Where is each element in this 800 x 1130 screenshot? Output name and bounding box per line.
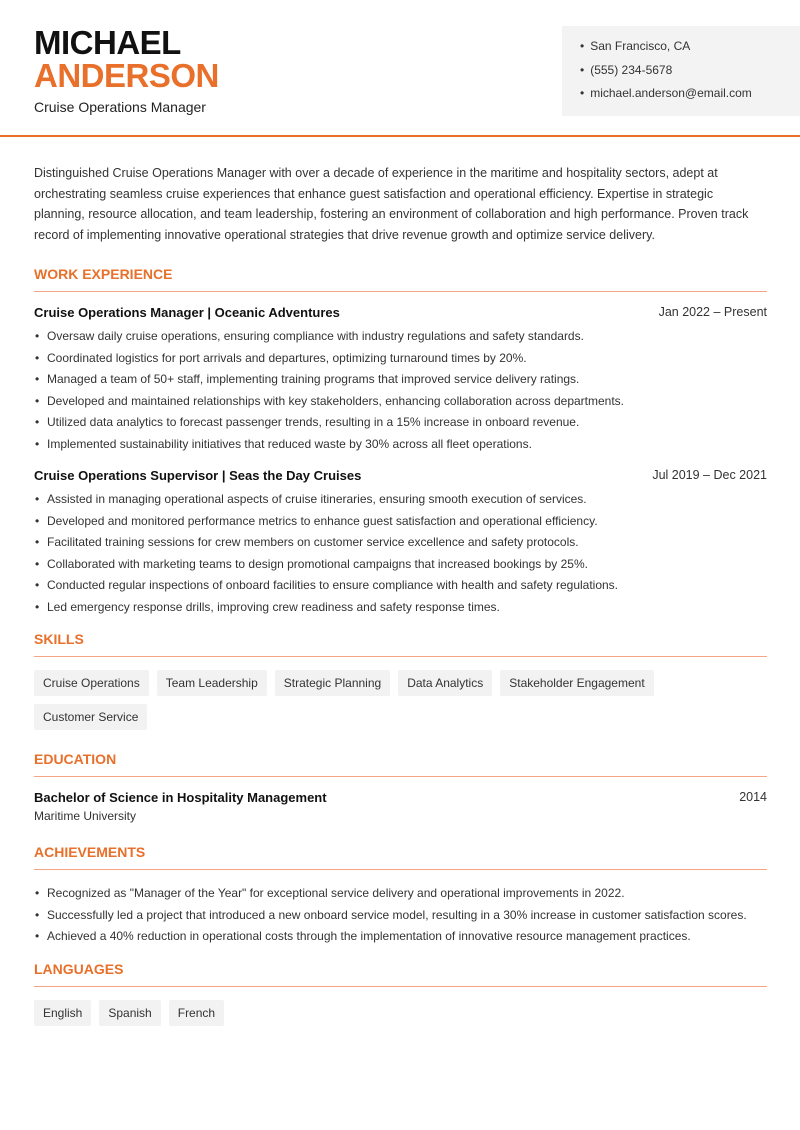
bullet-item: • Conducted regular inspections of onboard facilities to ensure compliance with health and safety regulations. xyxy=(34,575,767,597)
section-heading: EDUCATION xyxy=(34,751,767,777)
bullet-item: • Managed a team of 50+ staff, implementing training programs that improved service delivery ratings. xyxy=(34,369,767,391)
language-tag: French xyxy=(169,1000,224,1026)
summary: Distinguished Cruise Operations Manager with over a decade of experience in the maritime and hospitality sectors, adept at orchestrating seamless cruise experiences that enhance guest satisfaction and operational efficiency. Expertise in strategic planning, resource allocation, and team leadership, fostering an environment of collaboration and high performance. Proven track record of implementing innovative operational strategies that drive revenue growth and optimize service delivery. xyxy=(34,166,749,242)
job-role: Cruise Operations Supervisor | Seas the Day Cruises xyxy=(34,468,362,483)
skill-tag: Customer Service xyxy=(34,704,147,730)
language-tag: Spanish xyxy=(99,1000,160,1026)
contact-location: • San Francisco, CA xyxy=(580,39,800,63)
achievement-item: • Recognized as "Manager of the Year" for exceptional service delivery and operational improvements in 2022. xyxy=(34,883,767,905)
achievements-section xyxy=(34,844,767,948)
bullet-item: • Implemented sustainability initiatives that reduced waste by 30% across all fleet operations. xyxy=(34,434,767,456)
first-name: MICHAEL xyxy=(34,24,181,61)
section-heading: SKILLS xyxy=(34,631,767,657)
job-dates: Jul 2019 – Dec 2021 xyxy=(652,468,767,482)
skill-tag: Data Analytics xyxy=(398,670,492,696)
bullet-item: • Coordinated logistics for port arrivals and departures, optimizing turnaround times by 20%. xyxy=(34,348,767,370)
contact-box xyxy=(562,26,800,116)
job-role: Cruise Operations Manager | Oceanic Adventures xyxy=(34,305,340,320)
resume-header xyxy=(0,0,800,137)
section-heading: ACHIEVEMENTS xyxy=(34,844,767,870)
bullet-item: • Utilized data analytics to forecast passenger trends, resulting in a 15% increase in onboard revenue. xyxy=(34,412,767,434)
language-tag: English xyxy=(34,1000,91,1026)
bullet-item: • Developed and maintained relationships with key stakeholders, enhancing collaboration across departments. xyxy=(34,391,767,413)
skill-tag: Team Leadership xyxy=(157,670,267,696)
work-experience-section xyxy=(34,266,767,618)
graduation-year: 2014 xyxy=(739,790,767,804)
skill-tag: Strategic Planning xyxy=(275,670,390,696)
job-header xyxy=(34,468,767,483)
school: Maritime University xyxy=(34,809,137,823)
bullet-item: • Led emergency response drills, improving crew readiness and safety response times. xyxy=(34,597,767,619)
bullet-item: • Developed and monitored performance metrics to enhance guest satisfaction and operational efficiency. xyxy=(34,511,767,533)
achievement-item: • Achieved a 40% reduction in operational costs through the implementation of innovative resource management practices. xyxy=(34,926,767,948)
education-section xyxy=(34,751,767,823)
job-header xyxy=(34,305,767,320)
skill-tag: Cruise Operations xyxy=(34,670,149,696)
skills-section xyxy=(34,631,767,730)
bullet-item: • Collaborated with marketing teams to design promotional campaigns that increased bookings by 25%. xyxy=(34,554,767,576)
job-title: Cruise Operations Manager xyxy=(34,99,206,115)
contact-phone: • (555) 234-5678 xyxy=(580,63,800,87)
contact-email: • michael.anderson@email.com xyxy=(580,86,800,110)
bullet-item: • Assisted in managing operational aspects of cruise itineraries, ensuring smooth execution of services. xyxy=(34,489,767,511)
last-name: ANDERSON xyxy=(34,57,219,94)
job-bullets xyxy=(34,489,767,618)
section-heading: WORK EXPERIENCE xyxy=(34,266,767,292)
section-heading: LANGUAGES xyxy=(34,961,767,987)
languages-section xyxy=(34,961,767,1026)
bullet-item: • Facilitated training sessions for crew members on customer service excellence and safety protocols. xyxy=(34,532,767,554)
job-dates: Jan 2022 – Present xyxy=(658,305,767,319)
degree: Bachelor of Science in Hospitality Management xyxy=(34,790,327,805)
job-bullets xyxy=(34,326,767,455)
skill-tag: Stakeholder Engagement xyxy=(500,670,653,696)
bullet-item: • Oversaw daily cruise operations, ensuring compliance with industry regulations and safety standards. xyxy=(34,326,767,348)
achievement-item: • Successfully led a project that introduced a new onboard service model, resulting in a 30% increase in customer satisfaction scores. xyxy=(34,905,767,927)
